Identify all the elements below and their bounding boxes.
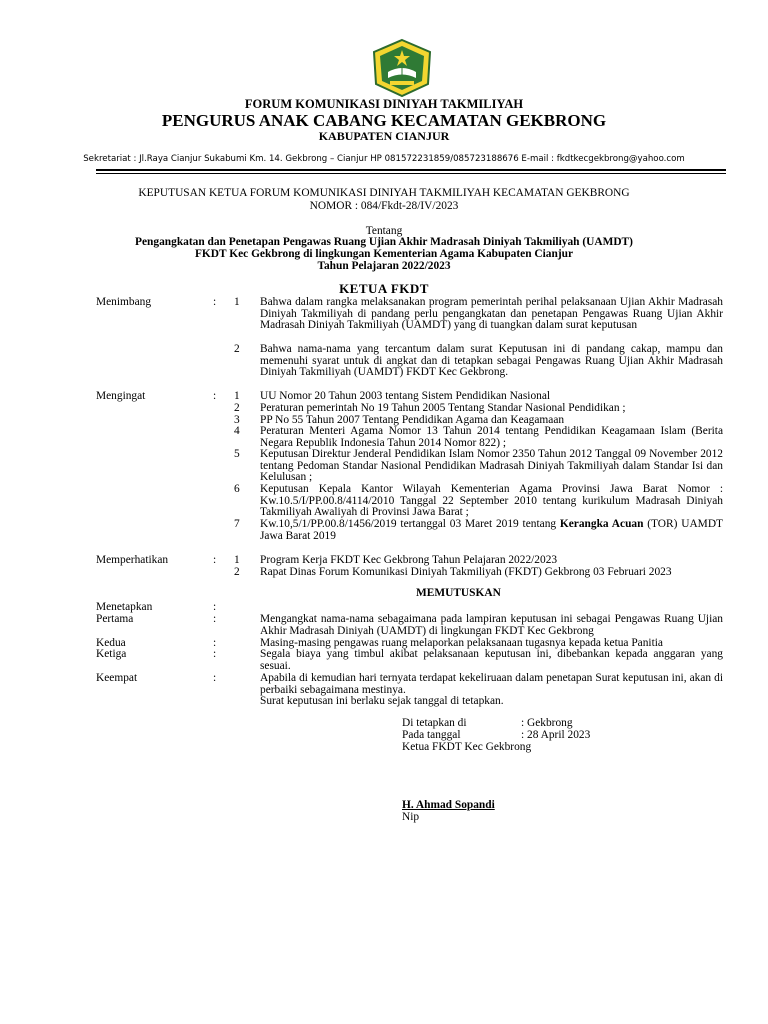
mengingat-num-7: 7	[234, 518, 240, 530]
menimbang-text-1: Bahwa dalam rangka melaksanakan program pemerintah perihal pelaksanaan Ujian Akhir Madrasah Diniyah Takmiliyah di pandang perlu pengangkatan dan penetapan Pengawas Ruang Ujian Akhir Madrasah Diniyah Takmiliyah (UAMDT) yang di tuangkan dalam surat keputusan	[260, 296, 723, 332]
menimbang-num-1: 1	[234, 296, 240, 308]
header-rule-thick	[96, 169, 726, 171]
header-rule-thin	[96, 173, 726, 174]
pertama-colon: :	[213, 613, 217, 625]
memperhatikan-label: Memperhatikan	[96, 554, 169, 566]
menetapkan-colon: :	[213, 601, 217, 613]
keempat-label: Keempat	[96, 672, 138, 684]
ketiga-colon: :	[213, 648, 217, 660]
signer-nip: Nip	[402, 811, 420, 823]
about-line-2: FKDT Kec Gekbrong di lingkungan Kementerian Agama Kabupaten Cianjur	[194, 248, 574, 260]
memperhatikan-text-2: Rapat Dinas Forum Komunikasi Diniyah Takmiliyah (FKDT) Gekbrong 03 Februari 2023	[260, 566, 672, 578]
mengingat-text-3: PP No 55 Tahun 2007 Tentang Pendidikan Agama dan Keagamaan	[260, 414, 565, 426]
memperhatikan-text-1: Program Kerja FKDT Kec Gekbrong Tahun Pelajaran 2022/2023	[260, 554, 558, 566]
branch-name: PENGURUS ANAK CABANG KECAMATAN GEKBRONG	[161, 111, 607, 130]
date-label: Pada tanggal	[402, 729, 461, 741]
keempat-colon: :	[213, 672, 217, 684]
about-line-1: Pengangkatan dan Penetapan Pengawas Ruang Ujian Akhir Madrasah Diniyah Takmiliyah (UAMDT)	[135, 236, 633, 248]
secretariat-address: Sekretariat : Jl.Raya Cianjur Sukabumi Km. 14. Gekbrong – Cianjur HP 081572231859/085723188676 E-mail : fkdtkecgekbrong@yahoo.com	[83, 154, 685, 164]
menimbang-colon: :	[213, 296, 217, 308]
signer-name: H. Ahmad Sopandi	[402, 799, 495, 811]
menimbang-label: Menimbang	[96, 296, 152, 308]
menimbang-num-2: 2	[234, 343, 240, 355]
ketiga-text: Segala biaya yang timbul akibat pelaksanaan keputusan ini, dibebankan kepada anggaran yang sesuai.	[260, 648, 723, 672]
keempat-text-2: Surat keputusan ini berlaku sejak tanggal di tetapkan.	[260, 695, 504, 707]
pertama-text: Mengangkat nama-nama sebagaimana pada lampiran keputusan ini sebagai Pengawas Ruang Ujian Akhir Madrasah Diniyah (UAMDT) di lingkungan FKDT Kec Gekbrong	[260, 613, 723, 637]
mengingat-num-3: 3	[234, 414, 240, 426]
mengingat-num-6: 6	[234, 483, 240, 495]
mengingat-text-7-bold: Kerangka Acuan	[559, 518, 644, 530]
mengingat-text-7	[260, 519, 723, 542]
fkdt-logo-icon	[370, 38, 434, 98]
mengingat-num-1: 1	[234, 390, 240, 402]
memutuskan-heading: MEMUTUSKAN	[416, 587, 501, 599]
place-label: Di tetapkan di	[402, 717, 467, 729]
decree-title: KEPUTUSAN KETUA FORUM KOMUNIKASI DINIYAH TAKMILIYAH KECAMATAN GEKBRONG	[138, 187, 630, 199]
menetapkan-label: Menetapkan	[96, 601, 153, 613]
mengingat-num-2: 2	[234, 402, 240, 414]
mengingat-text-7-part1: Kw.10,5/1/PP.00.8/1456/2019 tertanggal 03 Maret 2019 tentang	[260, 518, 560, 530]
memperhatikan-colon: :	[213, 554, 217, 566]
issuer-heading: KETUA FKDT	[339, 281, 429, 296]
mengingat-label: Mengingat	[96, 390, 146, 402]
mengingat-colon: :	[213, 390, 217, 402]
org-name: FORUM KOMUNIKASI DINIYAH TAKMILIYAH	[244, 97, 524, 111]
place-value: : Gekbrong	[521, 717, 573, 729]
mengingat-num-5: 5	[234, 448, 240, 460]
kedua-label: Kedua	[96, 637, 126, 649]
signer-position: Ketua FKDT Kec Gekbrong	[402, 741, 532, 753]
decree-number: NOMOR : 084/Fkdt-28/IV/2023	[309, 200, 459, 212]
kedua-text: Masing-masing pengawas ruang melaporkan pelaksanaan tugasnya kepada ketua Panitia	[260, 637, 663, 649]
mengingat-text-2: Peraturan pemerintah No 19 Tahun 2005 Tentang Standar Nasional Pendidikan ;	[260, 402, 626, 414]
menimbang-text-2: Bahwa nama-nama yang tercantum dalam surat Keputusan ini di pandang cakap, mampu dan memenuhi syarat untuk di angkat dan di tetapkan sebagai Pengawas Ruang Ujian Akhir Madrasah Diniyah Takmiliyah (UAMDT) FKDT Kec Gekbrong.	[260, 343, 723, 379]
ketiga-label: Ketiga	[96, 648, 127, 660]
about-line-3: Tahun Pelajaran 2022/2023	[317, 260, 451, 272]
mengingat-text-1: UU Nomor 20 Tahun 2003 tentang Sistem Pendidikan Nasional	[260, 390, 551, 402]
memperhatikan-num-1: 1	[234, 554, 240, 566]
mengingat-num-4: 4	[234, 425, 240, 437]
about-label: Tentang	[365, 225, 403, 237]
keempat-text: Apabila di kemudian hari ternyata terdapat kekeliruaan dalam penetapan Surat keputusan ini, akan di perbaiki sebagaimana mestinya.	[260, 672, 723, 696]
memperhatikan-num-2: 2	[234, 566, 240, 578]
mengingat-text-4: Peraturan Menteri Agama Nomor 13 Tahun 2014 tentang Pendidikan Keagamaan Islam (Berita Negara Republik Indonesia Tahun 2014 Nomor 822) ;	[260, 425, 723, 449]
date-value: : 28 April 2023	[521, 729, 591, 741]
mengingat-text-6: Keputusan Kepala Kantor Wilayah Kementerian Agama Provinsi Jawa Barat Nomor : Kw.10.5/I/PP.00.8/4114/2010 Tanggal 22 September 2010 tentang kurikulum Madrasah Diniyah Takmiliyah Awaliyah di Provinsi Jawa Barat ;	[260, 483, 723, 519]
mengingat-text-7-part2: (TOR) UAMDT Jawa Barat 2019	[260, 518, 723, 542]
kedua-colon: :	[213, 637, 217, 649]
mengingat-text-5: Keputusan Direktur Jenderal Pendidikan Islam Nomor 2350 Tahun 2012 Tanggal 09 November 2012 tentang Pedoman Standar Nasional Pendidikan Madrasah Diniyah Takmiliyah dalam Standar Isi dan Kelulusan ;	[260, 448, 723, 484]
pertama-label: Pertama	[96, 613, 134, 625]
regency-name: KABUPATEN CIANJUR	[318, 129, 450, 143]
